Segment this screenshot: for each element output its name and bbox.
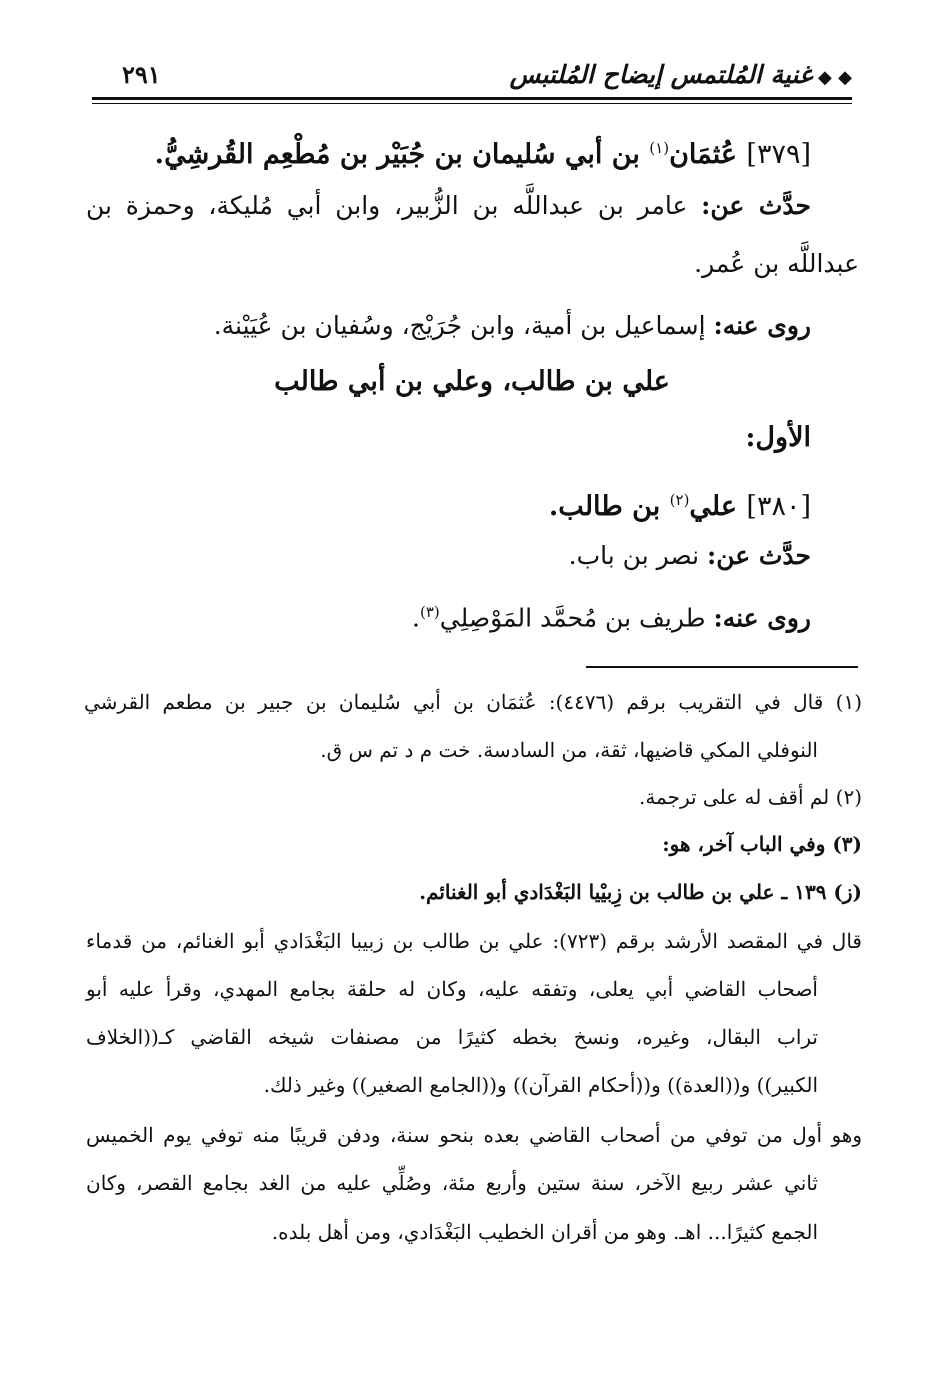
narrator-name: عُثمَان: [669, 139, 737, 170]
footnote-3-para-1-line-2: أصحاب القاضي أبي يعلى، وتفقه عليه، وكان له حلقة بجامع المهدي، وقرأ عليه أبو: [86, 977, 818, 1001]
footnote-2: (٢) لم أقف له على ترجمة.: [638, 785, 862, 809]
entry-380-heading: [549, 484, 811, 523]
book-title-text: غنية المُلتمس إيضاح المُلتبس: [509, 60, 813, 89]
entry-380-students: [412, 596, 811, 634]
footnote-3-heading: (٣) وفي الباب آخر، هو:: [662, 832, 862, 856]
footnote-ref: (٣): [420, 603, 440, 621]
haddath-label: حدَّث عن:: [707, 541, 811, 570]
students-text: طريف بن مُحمَّد المَوْصِلِي: [439, 603, 706, 633]
entry-379-heading: [155, 132, 811, 171]
haddath-label: حدَّث عن:: [701, 191, 811, 220]
rawa-label: روى عنه:: [713, 603, 811, 633]
header-rule-thick: [92, 97, 852, 100]
footnote-1-line-1: (١) قال في التقريب برقم (٤٤٧٦): عُثمَان بن أبي سُليمان بن جبير بن مطعم القرشي: [84, 690, 863, 714]
running-header: [100, 60, 852, 94]
footnote-3-para-1-line-4: الكبير)) و((العدة)) و((أحكام القرآن)) و((الجامع الصغير)) وغير ذلك.: [263, 1073, 818, 1097]
header-ornament: ◆ ◆: [818, 67, 852, 88]
narrator-name: علي: [689, 491, 737, 522]
footnote-1-line-2: النوفلي المكي قاضيها، ثقة، من السادسة. خت م د تم س ق.: [320, 738, 818, 762]
entry-379-students: [214, 310, 811, 342]
teachers-text: عامر بن عبداللَّه بن الزُّبير، وابن أبي مُليكة، وحمزة بن: [86, 191, 688, 220]
entry-380-teachers: [569, 540, 811, 572]
footnote-3-para-1-line-3: تراب البقال، وغيره، ونسخ بخطه كثيرًا من مصنفات شيخه القاضي كـ((الخلاف: [86, 1025, 818, 1049]
sentence-end: .: [412, 603, 420, 633]
narrator-lineage: بن طالب.: [548, 491, 661, 522]
section-heading: علي بن طالب، وعلي بن أبي طالب: [274, 366, 670, 397]
footnote-ref: (١): [649, 139, 670, 157]
page-number: ٢٩١: [122, 60, 161, 89]
entry-number: [٣٨٠]: [746, 491, 811, 522]
footnote-3-entry: (ز) ١٣٩ ـ علي بن طالب بن زِبيْيا البَغْدَادي أبو الغنائم.: [419, 880, 862, 904]
rawa-label: روى عنه:: [713, 311, 811, 340]
narrator-lineage: بن أبي سُليمان بن جُبَيْر بن مُطْعِم القُرشِيُّ.: [154, 139, 640, 170]
book-title: [510, 60, 852, 89]
footnote-3-para-2-line-1: وهو أول من توفي من أصحاب القاضي بعده بنحو سنة، ودفن قريبًا منه توفي يوم الخميس: [86, 1123, 862, 1147]
footnote-3-para-2-line-3: الجمع كثيرًا... اهـ. وهو من أقران الخطيب البَغْدَادي، ومن أهل بلده.: [271, 1220, 818, 1244]
students-text: إسماعيل بن أمية، وابن جُرَيْج، وسُفيان بن عُيَيْنة.: [213, 311, 706, 340]
entry-379-teachers: [86, 190, 811, 222]
footnote-3-para-1-line-1: قال في المقصد الأرشد برقم (٧٢٣): علي بن طالب بن زبيبا البَغْدَادي أبو الغنائم، من قدماء: [86, 929, 862, 953]
header-rule-thin: [92, 103, 852, 104]
teachers-text: نصر بن باب.: [568, 541, 700, 570]
first-label: الأول:: [745, 422, 811, 453]
entry-number: [٣٧٩]: [746, 139, 811, 170]
footnote-separator: [586, 666, 858, 668]
footnote-ref: (٢): [669, 491, 690, 509]
entry-379-teachers-cont: عبداللَّه بن عُمر.: [694, 249, 859, 278]
footnote-3-para-2-line-2: ثاني عشر ربيع الآخر، سنة ستين وأربع مئة، وصُلِّي عليه من الغد بجامع القصر، وكان: [86, 1171, 818, 1195]
